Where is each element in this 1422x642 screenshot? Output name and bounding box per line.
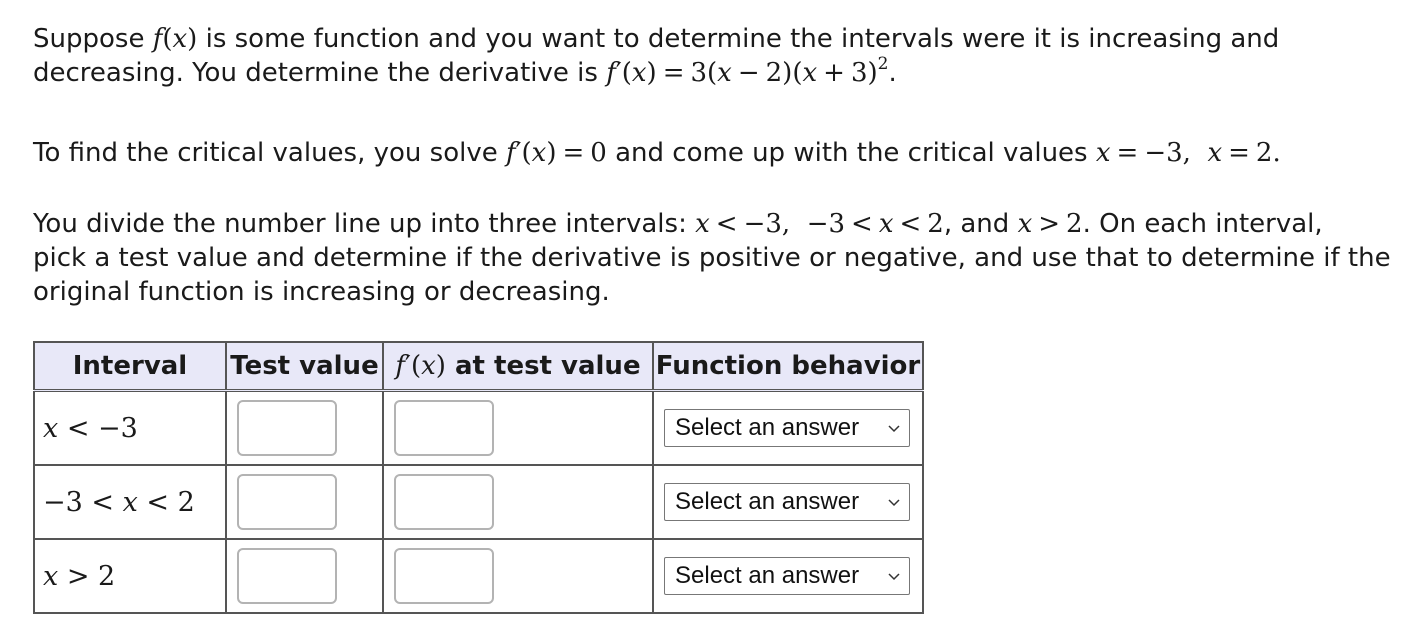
critical-values-statement	[33, 136, 1281, 170]
text-intervals-lead: You divide the number line up into three intervals:	[33, 209, 687, 239]
test-value-cell	[226, 539, 383, 613]
behavior-select[interactable]	[664, 557, 910, 595]
test-value-cell	[226, 391, 383, 466]
select-label: Select an answer	[675, 414, 860, 441]
fprime-value-cell	[383, 539, 653, 613]
text-instructions-2: pick a test value and determine if the derivative is positive or negative, and use that to determine if the	[33, 243, 1391, 273]
fprime-value-input[interactable]	[394, 548, 494, 604]
table-row	[34, 539, 923, 613]
text-critical-lead: and come up with the critical values	[615, 138, 1088, 168]
problem-statement: Suppose f(x) is some function and you want to determine the intervals were it is increasing and decreasing. You determine the derivative is $f'(x) = 3(x - 2)(x + 3)^2$.	[33, 24, 1280, 88]
text-instructions-3: original function is increasing or decreasing.	[33, 277, 610, 307]
table-row	[34, 465, 923, 539]
test-value-cell	[226, 465, 383, 539]
behavior-cell	[653, 391, 923, 466]
chevron-down-icon	[887, 421, 901, 435]
table-header-row	[34, 342, 923, 391]
header-fprime-suffix: at test value	[454, 351, 641, 381]
behavior-cell	[653, 539, 923, 613]
fprime-value-input[interactable]	[394, 400, 494, 456]
behavior-select[interactable]	[664, 483, 910, 521]
math-fprime-zero: f′(x) = 0	[506, 138, 607, 168]
math-interval-3: x > 2	[1017, 209, 1083, 239]
math-derivative: $f'(x) = 3(x - 2)(x + 3)^2$	[606, 54, 889, 88]
header-fprime-at-test-value	[383, 342, 653, 391]
math-fprime-header: f′(x)	[395, 351, 446, 381]
sign-chart-table	[33, 341, 924, 614]
header-test-value: Test value	[226, 342, 383, 391]
table-row	[34, 391, 923, 466]
text-suppose: Suppose	[33, 24, 145, 54]
test-value-input[interactable]	[237, 474, 337, 530]
fprime-value-input[interactable]	[394, 474, 494, 530]
fprime-value-cell	[383, 391, 653, 466]
text-derivative-lead: decreasing. You determine the derivative is	[33, 58, 598, 88]
interval-cell: −3 < x < 2	[34, 465, 226, 539]
select-label: Select an answer	[675, 562, 860, 589]
behavior-cell	[653, 465, 923, 539]
test-value-input[interactable]	[237, 400, 337, 456]
chevron-down-icon	[887, 569, 901, 583]
math-intervals: x < −3, −3 < x < 2	[695, 209, 944, 239]
test-value-input[interactable]	[237, 548, 337, 604]
behavior-select[interactable]	[664, 409, 910, 447]
math-fx: f(x)	[152, 24, 198, 54]
text-each-interval: . On each interval,	[1082, 209, 1323, 239]
fprime-value-cell	[383, 465, 653, 539]
interval-cell: x > 2	[34, 539, 226, 613]
interval-cell: x < −3	[34, 391, 226, 466]
header-interval: Interval	[34, 342, 226, 391]
select-label: Select an answer	[675, 488, 860, 515]
header-function-behavior: Function behavior	[653, 342, 923, 391]
text-intro: is some function and you want to determine the intervals were it is increasing and	[205, 24, 1280, 54]
text-and: , and	[943, 209, 1010, 239]
text-solve-lead: To find the critical values, you solve	[33, 138, 498, 168]
math-critical-values: x = −3, x = 2.	[1095, 138, 1281, 168]
chevron-down-icon	[887, 495, 901, 509]
intervals-statement	[33, 207, 1391, 309]
